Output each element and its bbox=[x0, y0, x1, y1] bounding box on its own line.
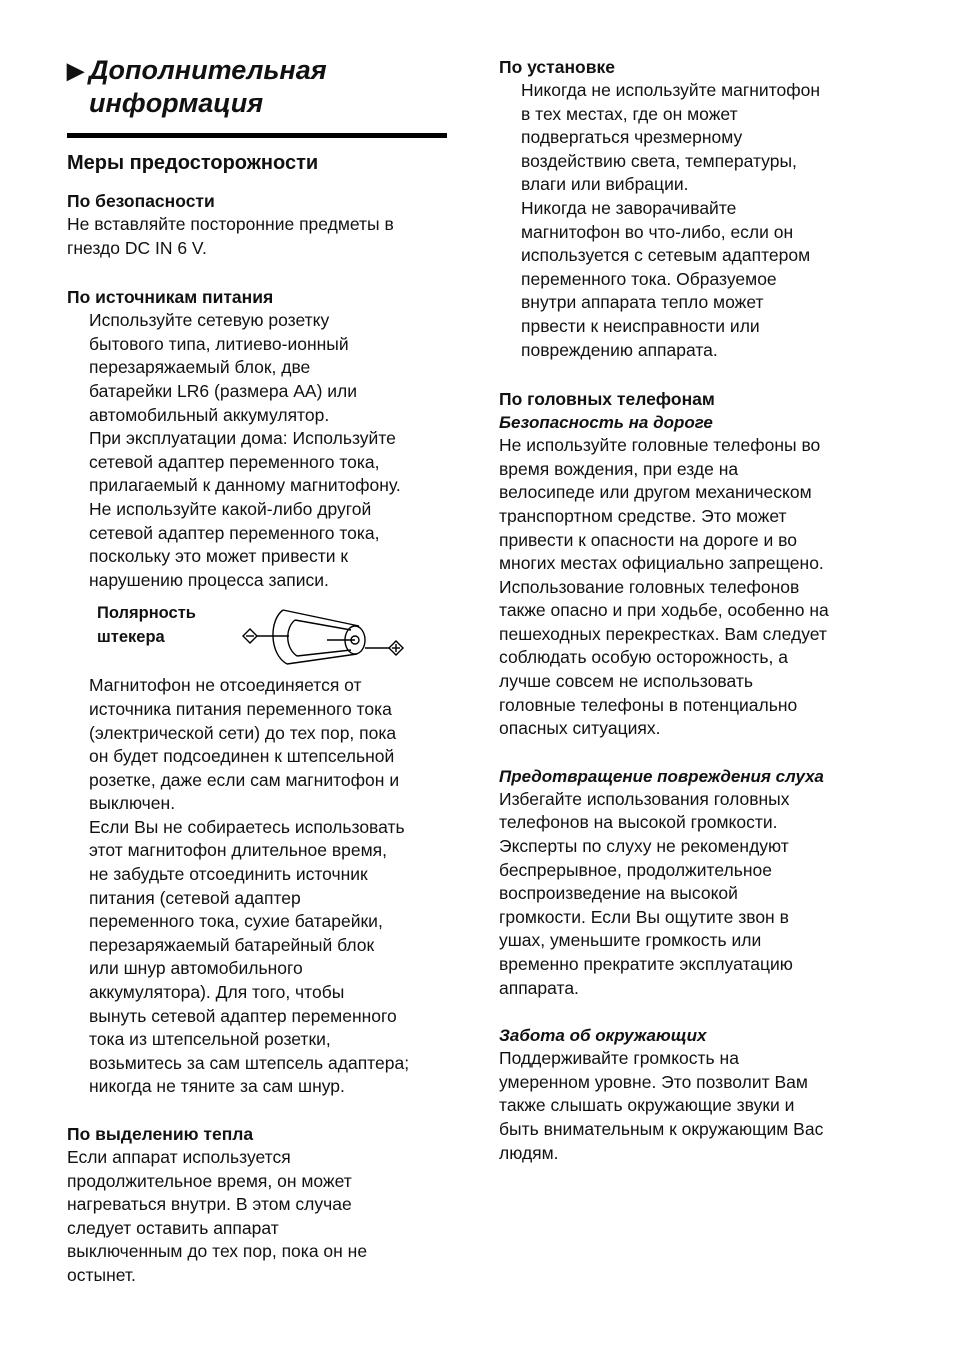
text-line: громкости. Если Вы ощутите звон в bbox=[499, 906, 789, 927]
text-line: воздействию света, температуры, bbox=[521, 150, 797, 171]
right-column bbox=[499, 56, 884, 1165]
polarity-label: Полярность штекера bbox=[97, 604, 196, 647]
hearing-heading: Предотвращение повреждения слуха bbox=[499, 766, 824, 786]
text-line: сетевой адаптер переменного тока, bbox=[89, 522, 380, 543]
text-line: бытового типа, литиево-ионный bbox=[89, 333, 349, 354]
text-line: выключенным до тех пор, пока он не bbox=[67, 1241, 368, 1262]
text-line: нагреваться внутри. В этом случае bbox=[67, 1194, 352, 1215]
chapter-title-line-1: Дополнительная bbox=[89, 55, 327, 85]
text-line: также опасно и при ходьбе, особенно на bbox=[499, 600, 829, 621]
text-line: Не используйте головные телефоны во bbox=[499, 435, 821, 456]
text-line: многих местах официально запрещено. bbox=[499, 553, 824, 574]
text-line: прилагаемый к данному магнитофону. bbox=[89, 475, 401, 496]
text-line: остынет. bbox=[67, 1264, 136, 1285]
text-line: быть внимательным к окружающим Вас bbox=[499, 1118, 824, 1139]
text-line: внутри аппарата тепло может bbox=[521, 292, 764, 313]
text-line: следует оставить аппарат bbox=[67, 1217, 279, 1238]
text-line: сетевой адаптер переменного тока, bbox=[89, 451, 380, 472]
text-line: перезаряжаемый батарейный блок bbox=[89, 934, 375, 955]
safety-text bbox=[67, 213, 449, 260]
text-line: телефонов на высокой громкости. bbox=[499, 812, 778, 833]
text-line: влаги или вибрации. bbox=[521, 174, 689, 195]
section-title: Меры предосторожности bbox=[67, 152, 319, 174]
text-line: Не вставляйте посторонние предметы в bbox=[67, 214, 394, 234]
text-line: время вождения, при езде на bbox=[499, 458, 739, 479]
text-line: Никогда не используйте магнитофон bbox=[521, 80, 821, 100]
text-line: Использование головных телефонов bbox=[499, 576, 800, 597]
text-line: батарейки LR6 (размера AA) или bbox=[89, 380, 358, 401]
text-line: продолжительное время, он может bbox=[67, 1170, 352, 1191]
text-line: велосипеде или другом механическом bbox=[499, 482, 812, 503]
text-line: гнездо DC IN 6 V. bbox=[67, 237, 207, 258]
text-line: или шнур автомобильного bbox=[89, 958, 303, 979]
triangle-arrow-icon: ▶ bbox=[67, 58, 84, 83]
text-line: питания (сетевой адаптер bbox=[89, 887, 301, 908]
text-line: Если аппарат используется bbox=[67, 1147, 291, 1167]
text-line: этот магнитофон длительное время, bbox=[89, 840, 388, 861]
text-line: он будет подсоединен к штепсельной bbox=[89, 746, 395, 767]
text-line: никогда не тяните за сам шнур. bbox=[89, 1076, 345, 1097]
others-text bbox=[499, 1047, 884, 1165]
text-line: соблюдать особую осторожность, а bbox=[499, 647, 788, 668]
text-line: автомобильный аккумулятор. bbox=[89, 404, 330, 425]
text-line: привести к опасности на дороге и во bbox=[499, 529, 797, 550]
text-line: используется с сетевым адаптером bbox=[521, 245, 811, 266]
title-rule bbox=[67, 133, 447, 138]
text-line: опасных ситуациях. bbox=[499, 718, 661, 739]
text-line: людям. bbox=[499, 1142, 559, 1163]
text-line: аппарата. bbox=[499, 977, 579, 998]
text-line: При эксплуатации дома: Используйте bbox=[89, 428, 396, 449]
text-line: тока из штепсельной розетки, bbox=[89, 1029, 331, 1050]
text-line: магнитофон во что-либо, если он bbox=[521, 221, 794, 242]
text-line: воспроизведение на высокой bbox=[499, 883, 738, 904]
text-line: Никогда не заворачивайте bbox=[521, 197, 737, 218]
text-line: Магнитофон не отсоединяется от bbox=[89, 675, 362, 696]
hearing-text bbox=[499, 788, 884, 1000]
text-line: транспортном средстве. Это может bbox=[499, 505, 787, 526]
text-line: пешеходных перекрестках. Вам следует bbox=[499, 623, 827, 644]
text-line: беспрерывное, продолжительное bbox=[499, 859, 772, 880]
power-heading: По источникам питания bbox=[67, 287, 274, 308]
plug-polarity bbox=[67, 598, 449, 672]
chapter-title-line-2: информация bbox=[89, 88, 264, 118]
text-line: переменного тока. Образуемое bbox=[521, 268, 777, 289]
headphones-heading: По головных телефонам bbox=[499, 389, 715, 410]
text-line: лучше совсем не использовать bbox=[499, 671, 753, 692]
text-line: Поддерживайте громкость на bbox=[499, 1048, 739, 1069]
power-text bbox=[67, 309, 449, 592]
safety-heading: По безопасности bbox=[67, 191, 215, 211]
text-line: выключен. bbox=[89, 793, 176, 814]
text-line: првести к неисправности или bbox=[521, 315, 760, 336]
text-line: поскольку это может привести к bbox=[89, 546, 349, 567]
text-line: ушах, уменьшите громкость или bbox=[499, 930, 762, 951]
text-line: источника питания переменного тока bbox=[89, 698, 392, 719]
text-line: не забудьте отсоединить источник bbox=[89, 864, 368, 885]
text-line: подвергаться чрезмерному bbox=[521, 127, 743, 148]
text-line: повреждению аппарата. bbox=[521, 339, 718, 360]
road-safety-text bbox=[499, 434, 884, 741]
text-line: умеренном уровне. Это позволит Вам bbox=[499, 1071, 808, 1092]
heat-text bbox=[67, 1146, 449, 1288]
road-safety-heading: Безопасность на дороге bbox=[499, 413, 713, 433]
install-heading: По установке bbox=[499, 57, 615, 77]
text-line: перезаряжаемый блок, две bbox=[89, 357, 311, 378]
text-line: вынуть сетевой адаптер переменного bbox=[89, 1005, 397, 1026]
left-column bbox=[67, 54, 449, 1288]
text-line: розетке, даже если сам магнитофон и bbox=[89, 769, 400, 790]
text-line: Если Вы не собираетесь использовать bbox=[89, 816, 405, 837]
text-line: временно прекратите эксплуатацию bbox=[499, 954, 793, 974]
plug-polarity-icon bbox=[239, 598, 404, 672]
text-line: в тех местах, где он может bbox=[521, 103, 738, 124]
text-line: Избегайте использования головных bbox=[499, 788, 790, 809]
text-line: переменного тока, сухие батарейки, bbox=[89, 911, 383, 932]
text-line: головные телефоны в потенциально bbox=[499, 694, 798, 715]
text-line: также слышать окружающие звуки и bbox=[499, 1095, 795, 1116]
text-line: аккумулятора). Для того, чтобы bbox=[89, 982, 345, 1003]
text-line: нарушению процесса записи. bbox=[89, 569, 329, 590]
chapter-title bbox=[67, 54, 449, 120]
text-line: Не используйте какой-либо другой bbox=[89, 498, 372, 519]
heat-heading: По выделению тепла bbox=[67, 1124, 254, 1144]
others-heading: Забота об окружающих bbox=[499, 1026, 707, 1046]
text-line: возьмитесь за сам штепсель адаптера; bbox=[89, 1052, 410, 1073]
text-line: (электрической сети) до тех пор, пока bbox=[89, 722, 397, 743]
install-text bbox=[499, 79, 884, 362]
power-text-2 bbox=[67, 674, 449, 1099]
text-line: Эксперты по слуху не рекомендуют bbox=[499, 836, 789, 857]
text-line: Используйте сетевую розетку bbox=[89, 310, 330, 331]
